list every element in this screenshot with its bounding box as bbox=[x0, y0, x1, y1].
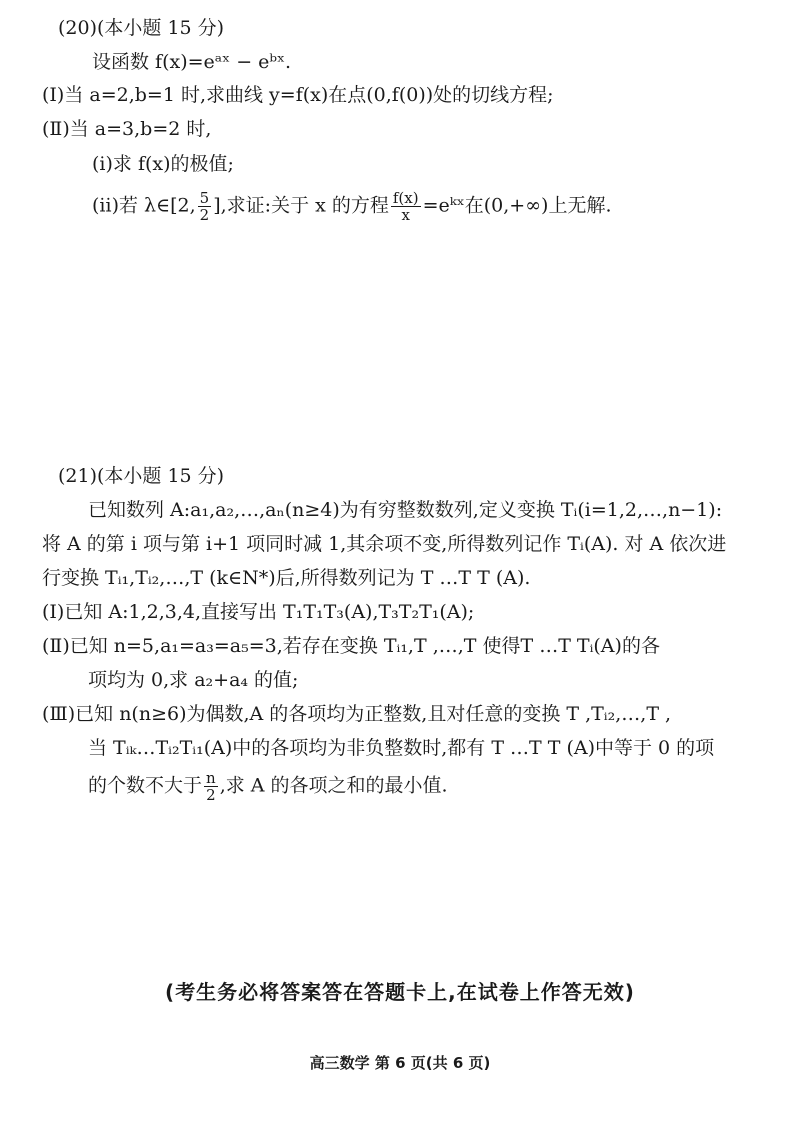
q21-line1: 已知数列 A:a₁,a₂,…,aₙ(n≥4)为有穷整数数列,定义变换 Tᵢ(i=1,2,…,n−1): bbox=[88, 499, 723, 521]
exam-notice: (考生务必将答案答在答题卡上,在试卷上作答无效) bbox=[165, 980, 635, 1004]
q20-sub2-text-a: (ⅱ)若 λ∈[2, bbox=[92, 194, 196, 217]
page-footer: 高三数学 第 6 页(共 6 页) bbox=[309, 1054, 491, 1072]
q21-line2: 将 A 的第 i 项与第 i+1 项同时减 1,其余项不变,所得数列记作 Tᵢ(A). 对 A 依次进 bbox=[42, 533, 727, 555]
q20-sub2-text-b: ],求证:关于 x 的方程 bbox=[213, 194, 389, 217]
fraction-numerator: f(x) bbox=[392, 189, 419, 207]
q21-part1: (Ⅰ)已知 A:1,2,3,4,直接写出 T₁T₁T₃(A),T₃T₂T₁(A); bbox=[42, 601, 475, 623]
q20-intro: 设函数 f(x)=eᵃˣ − eᵇˣ. bbox=[92, 51, 292, 73]
q20-sub2 bbox=[92, 190, 611, 223]
q21-part3-b: 当 Tᵢₖ…Tᵢ₂Tᵢ₁(A)中的各项均为非负整数时,都有 T …T T (A)中等于 0 的项 bbox=[88, 737, 715, 759]
q20-part2: (Ⅱ)当 a=3,b=2 时, bbox=[42, 118, 212, 140]
fraction-five-halves bbox=[198, 190, 212, 223]
fraction-denominator: 2 bbox=[199, 206, 210, 224]
fraction-fx-over-x bbox=[391, 190, 421, 223]
q21-part3-text-b: ,求 A 的各项之和的最小值. bbox=[219, 774, 448, 797]
fraction-denominator: 2 bbox=[206, 786, 216, 804]
q21-line3: 行变换 Tᵢ₁,Tᵢ₂,…,T (k∈N*)后,所得数列记为 T …T T (A). bbox=[42, 567, 531, 589]
q21-part3-c bbox=[88, 770, 448, 803]
fraction-n-over-two bbox=[204, 770, 218, 803]
q21-header: (21)(本小题 15 分) bbox=[58, 465, 225, 487]
q20-header: (20)(本小题 15 分) bbox=[58, 17, 225, 39]
q20-part1: (Ⅰ)当 a=2,b=1 时,求曲线 y=f(x)在点(0,f(0))处的切线方程; bbox=[42, 84, 554, 106]
q20-sub1: (ⅰ)求 f(x)的极值; bbox=[92, 153, 234, 175]
fraction-denominator: x bbox=[401, 206, 410, 224]
fraction-numerator: n bbox=[206, 769, 216, 787]
q21-part3-text-a: 的个数不大于 bbox=[88, 774, 203, 797]
fraction-numerator: 5 bbox=[199, 189, 210, 207]
q21-part2-b: 项均为 0,求 a₂+a₄ 的值; bbox=[88, 669, 299, 691]
q21-part2-a: (Ⅱ)已知 n=5,a₁=a₃=a₅=3,若存在变换 Tᵢ₁,T ,…,T 使得T …T Tᵢ(A)的各 bbox=[42, 635, 660, 657]
q21-part3-a: (Ⅲ)已知 n(n≥6)为偶数,A 的各项均为正整数,且对任意的变换 T ,Tᵢ₂,…,T , bbox=[42, 703, 672, 725]
q20-sub2-text-c: =eᵏˣ在(0,+∞)上无解. bbox=[422, 194, 612, 217]
